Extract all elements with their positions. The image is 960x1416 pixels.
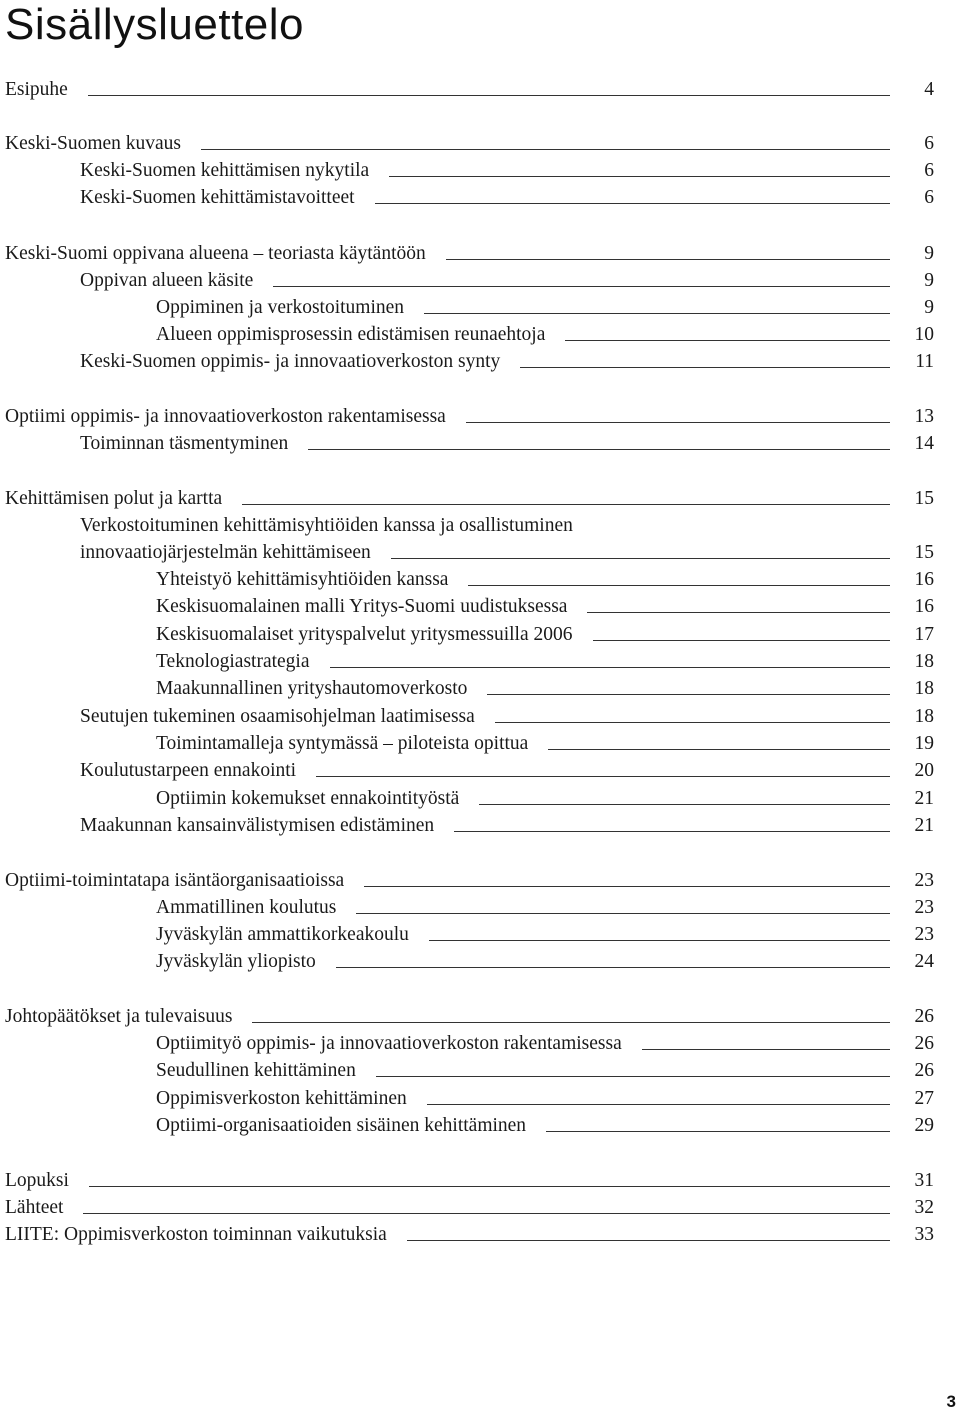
toc-entry [0, 1031, 960, 1057]
toc-leader-line [88, 95, 890, 96]
toc-entry-title: Yhteistyö kehittämisyhtiöiden kanssa [156, 569, 449, 590]
toc-entry [0, 268, 960, 294]
toc-leader-line [424, 313, 890, 314]
toc-leader-line [201, 149, 890, 150]
toc-leader-line [427, 1104, 890, 1105]
toc-entry-title: Koulutustarpeen ennakointi [80, 760, 297, 781]
toc-leader-line [356, 913, 890, 914]
page-number: 3 [946, 1392, 956, 1411]
toc-entry-title: innovaatiojärjestelmän kehittämiseen [80, 542, 371, 563]
toc-leader-line [273, 286, 890, 287]
toc-entry-title: Seudullinen kehittäminen [156, 1060, 356, 1081]
toc-entry-page: 6 [924, 133, 934, 154]
toc-entry-page: 6 [924, 160, 934, 181]
toc-entry-page: 4 [924, 79, 934, 100]
toc-entry [0, 158, 960, 184]
toc-leader-line [391, 558, 890, 559]
toc-entry-title: Jyväskylän yliopisto [156, 951, 316, 972]
toc-entry-page: 18 [914, 651, 934, 672]
toc-entry-title: Keski-Suomen kehittämisen nykytila [80, 160, 370, 181]
toc-entry [0, 567, 960, 593]
toc-entry [0, 1168, 960, 1194]
toc-entry-title: Keski-Suomi oppivana alueena – teoriasta käytäntöön [5, 243, 426, 264]
toc-leader-line [454, 831, 890, 832]
toc-entry [0, 704, 960, 730]
toc-entry-title: Ammatillinen koulutus [156, 897, 337, 918]
toc-leader-line [336, 967, 890, 968]
toc-leader-line [487, 694, 890, 695]
toc-entry-page: 10 [914, 324, 934, 345]
toc-entry-title: Keskisuomalaiset yrityspalvelut yritysmessuilla 2006 [156, 624, 573, 645]
page-title: Sisällysluettelo [5, 0, 305, 49]
toc-entry-page: 31 [914, 1170, 934, 1191]
toc-entry-title: Keski-Suomen kehittämistavoitteet [80, 187, 355, 208]
toc-entry-page: 17 [914, 624, 934, 645]
toc-entry-title: Jyväskylän ammattikorkeakoulu [156, 924, 409, 945]
toc-entry [0, 1004, 960, 1030]
toc-leader-line [546, 1131, 890, 1132]
toc-entry [0, 241, 960, 267]
toc-leader-line [330, 667, 890, 668]
toc-entry-title: Seutujen tukeminen osaamisohjelman laatimisessa [80, 706, 475, 727]
toc-entry [0, 622, 960, 648]
toc-entry-page: 26 [914, 1060, 934, 1081]
toc-entry-title: Lopuksi [5, 1170, 69, 1191]
toc-entry [0, 349, 960, 375]
toc-entry-page: 23 [914, 924, 934, 945]
toc-entry-title: Toiminnan täsmentyminen [80, 433, 289, 454]
toc-entry-page: 23 [914, 897, 934, 918]
toc-entry-page: 29 [914, 1115, 934, 1136]
toc-entry-title: Lähteet [5, 1197, 64, 1218]
toc-entry-page: 11 [915, 351, 934, 372]
toc-entry-page: 9 [924, 243, 934, 264]
toc-entry-title: Esipuhe [5, 79, 68, 100]
toc-entry [0, 540, 960, 566]
toc-leader-line [83, 1213, 890, 1214]
toc-entry-title: Maakunnallinen yrityshautomoverkosto [156, 678, 468, 699]
toc-entry [0, 295, 960, 321]
toc-entry-title: Verkostoituminen kehittämisyhtiöiden kanssa ja osallistuminen [80, 515, 573, 536]
toc-entry-page: 16 [914, 596, 934, 617]
toc-leader-line [479, 804, 890, 805]
toc-entry [0, 322, 960, 348]
toc-entry-page: 21 [914, 815, 934, 836]
toc-entry-page: 27 [914, 1088, 934, 1109]
toc-entry [0, 895, 960, 921]
toc-entry-title: Optiimityö oppimis- ja innovaatioverkoston rakentamisessa [156, 1033, 622, 1054]
toc-entry [0, 404, 960, 430]
toc-entry [0, 486, 960, 512]
toc-leader-line [89, 1186, 890, 1187]
toc-entry-title: Teknologiastrategia [156, 651, 310, 672]
toc-leader-line [252, 1022, 890, 1023]
toc-entry-page: 20 [914, 760, 934, 781]
toc-entry-page: 24 [914, 951, 934, 972]
toc-entry-page: 14 [914, 433, 934, 454]
toc-leader-line [308, 449, 890, 450]
toc-entry-page: 13 [914, 406, 934, 427]
toc-entry [0, 131, 960, 157]
toc-entry [0, 676, 960, 702]
toc-leader-line [468, 585, 890, 586]
toc-leader-line [520, 367, 890, 368]
toc-entry-title: Keski-Suomen oppimis- ja innovaatioverkoston synty [80, 351, 501, 372]
toc-entry-page: 6 [924, 187, 934, 208]
toc-entry-page: 21 [914, 788, 934, 809]
toc-entry-title: Oppivan alueen käsite [80, 270, 254, 291]
toc-entry [0, 649, 960, 675]
toc-entry-title: Oppimisverkoston kehittäminen [156, 1088, 407, 1109]
toc-entry [0, 594, 960, 620]
toc-entry [0, 868, 960, 894]
toc-entry-page: 26 [914, 1033, 934, 1054]
toc-entry [0, 813, 960, 839]
toc-entry [0, 922, 960, 948]
toc-leader-line [389, 176, 890, 177]
toc-entry-page: 23 [914, 870, 934, 891]
toc-entry [0, 77, 960, 103]
toc-entry [0, 1222, 960, 1248]
toc-entry-title: Optiimi oppimis- ja innovaatioverkoston rakentamisessa [5, 406, 446, 427]
toc-leader-line [446, 259, 890, 260]
toc-entry [0, 1195, 960, 1221]
toc-entry-title: Alueen oppimisprosessin edistämisen reunaehtoja [156, 324, 546, 345]
toc-entry [0, 786, 960, 812]
toc-leader-line [376, 1076, 890, 1077]
toc-entry [0, 1086, 960, 1112]
toc-entry-title: Keski-Suomen kuvaus [5, 133, 182, 154]
toc-entry-title: Johtopäätökset ja tulevaisuus [5, 1006, 233, 1027]
toc-entry-page: 15 [914, 488, 934, 509]
toc-leader-line [375, 203, 890, 204]
toc-entry-title: Oppiminen ja verkostoituminen [156, 297, 405, 318]
toc-leader-line [242, 504, 890, 505]
toc-entry [0, 1058, 960, 1084]
toc-leader-line [565, 340, 890, 341]
toc-leader-line [548, 749, 890, 750]
toc-entry [0, 431, 960, 457]
toc-entry-page: 9 [924, 297, 934, 318]
toc-leader-line [429, 940, 890, 941]
toc-entry-page: 33 [914, 1224, 934, 1245]
toc-entry-page: 18 [914, 678, 934, 699]
toc-entry [0, 949, 960, 975]
toc-entry-title: Optiimi-organisaatioiden sisäinen kehittäminen [156, 1115, 527, 1136]
toc-entry-title: Optiimi-toimintatapa isäntäorganisaatioissa [5, 870, 345, 891]
toc-leader-line [364, 886, 890, 887]
toc-entry-page: 26 [914, 1006, 934, 1027]
toc-leader-line [593, 640, 890, 641]
toc-entry [0, 1113, 960, 1139]
toc-leader-line [466, 422, 890, 423]
toc-leader-line [407, 1240, 890, 1241]
toc-entry-title: Keskisuomalainen malli Yritys-Suomi uudistuksessa [156, 596, 568, 617]
toc-entry-page: 9 [924, 270, 934, 291]
toc-entry [0, 758, 960, 784]
toc-entry-page: 18 [914, 706, 934, 727]
toc-entry-title: Maakunnan kansainvälistymisen edistäminen [80, 815, 435, 836]
toc-entry-page: 15 [914, 542, 934, 563]
toc-entry-title: Toimintamalleja syntymässä – piloteista opittua [156, 733, 529, 754]
toc-entry-page: 16 [914, 569, 934, 590]
toc-entry-title: LIITE: Oppimisverkoston toiminnan vaikutuksia [5, 1224, 387, 1245]
toc-entry-title: Kehittämisen polut ja kartta [5, 488, 223, 509]
toc-entry [0, 731, 960, 757]
toc-entry-page: 19 [914, 733, 934, 754]
toc-leader-line [316, 776, 890, 777]
toc-leader-line [495, 722, 890, 723]
toc-entry-page: 32 [914, 1197, 934, 1218]
toc-leader-line [587, 612, 890, 613]
toc-entry-title: Optiimin kokemukset ennakointityöstä [156, 788, 460, 809]
toc-entry [0, 513, 960, 539]
toc-leader-line [642, 1049, 890, 1050]
toc-entry [0, 185, 960, 211]
